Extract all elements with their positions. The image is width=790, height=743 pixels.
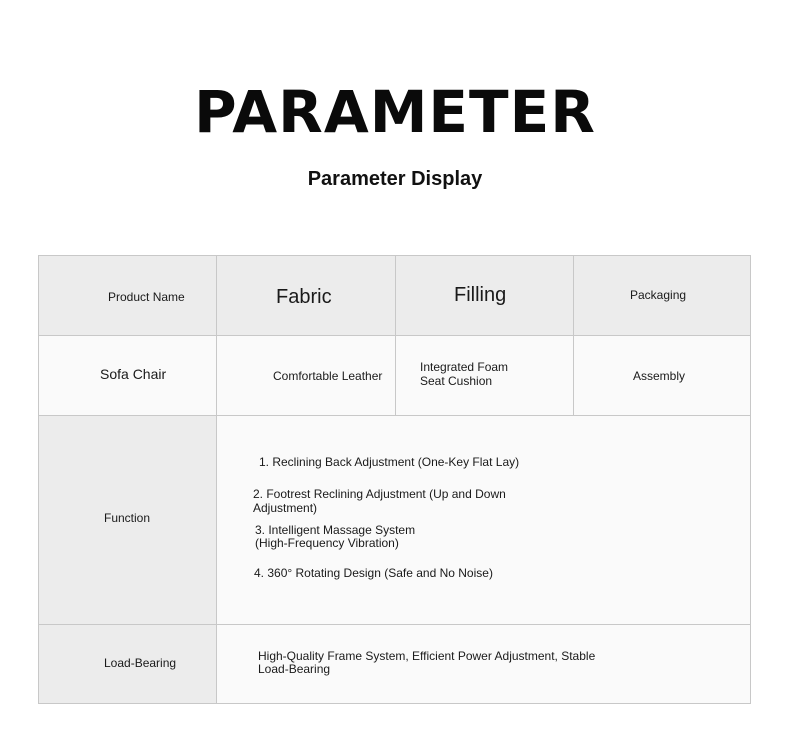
function-label: Function [104,511,151,525]
load-bearing-value-cell [217,625,750,703]
header-filling-label: Filling [454,284,507,306]
header-fabric-label: Fabric [276,286,332,308]
load-bearing-label-cell [39,625,217,703]
page-title: PARAMETER [194,78,596,146]
function-item-2-line2: Adjustment) [253,501,318,515]
function-item-3-line1: 3. Intelligent Massage System [255,523,416,537]
header-packaging-label: Packaging [630,288,687,302]
row-cell-filling [396,336,574,416]
parameter-table [38,255,751,704]
load-bearing-value-line2: Load-Bearing [258,662,331,676]
page-subtitle: Parameter Display [307,168,483,190]
function-item-3-line2: (High-Frequency Vibration) [255,536,399,550]
packaging-value: Assembly [633,369,686,383]
product-value: Sofa Chair [100,366,167,382]
function-item-2-line1: 2. Footrest Reclining Adjustment (Up and Down [253,487,506,501]
function-label-cell [39,416,217,625]
header-cell-filling [396,256,574,336]
header-product-name-label: Product Name [108,290,185,304]
filling-value-line1: Integrated Foam [420,360,509,374]
function-value-cell [217,416,750,625]
fabric-value: Comfortable Leather [273,369,383,383]
header-cell-product-name [39,256,217,336]
header-cell-fabric [217,256,396,336]
function-item-1: 1. Reclining Back Adjustment (One-Key Flat Lay) [259,455,520,469]
row-cell-packaging [574,336,750,416]
row-cell-product [39,336,217,416]
filling-value-line2: Seat Cushion [420,374,493,388]
load-bearing-label: Load-Bearing [104,656,177,670]
row-cell-fabric [217,336,396,416]
function-item-4: 4. 360° Rotating Design (Safe and No Noise) [254,566,493,580]
load-bearing-value-line1: High-Quality Frame System, Efficient Power Adjustment, Stable [258,649,596,663]
header-cell-packaging [574,256,750,336]
